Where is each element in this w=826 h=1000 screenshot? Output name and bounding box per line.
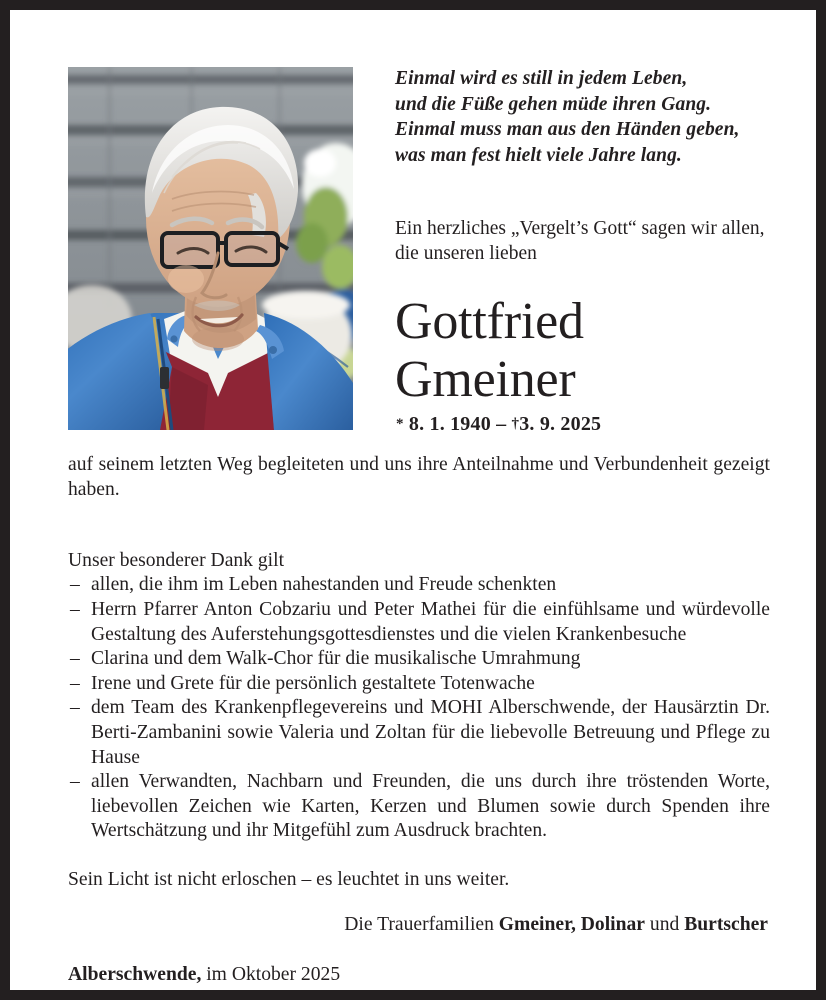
birth-date: 8. 1. 1940 [408, 413, 491, 435]
death-cross-icon: † [511, 416, 520, 432]
list-item [68, 598, 770, 647]
list-item-text: allen Verwandten, Nachbarn und Freunden, die uns durch ihre tröstenden Worte, liebevollen Zeichen wie Karten, Kerzen und Blumen sowie durch Spenden ihre Wertschätzung und ihr Mitgefühl zum Ausdruck brachten. [91, 771, 770, 842]
poem-line-1: Einmal wird es still in jedem Leben, [395, 68, 688, 89]
family-names-secondary: Burtscher [684, 913, 768, 935]
bullet-dash: – [70, 598, 80, 620]
list-item [68, 573, 770, 598]
family-names-primary: Gmeiner, Dolinar [498, 913, 645, 935]
poem-line-3: Einmal muss man aus den Händen geben, [395, 119, 740, 140]
poem-line-4: was man fest hielt viele Jahre lang. [395, 144, 682, 166]
closing-sentence: Sein Licht ist nicht erloschen – es leuchtet in uns weiter. [68, 868, 510, 890]
families-conjunction: und [645, 913, 685, 935]
families-prefix: Die Trauerfamilien [344, 913, 499, 935]
notice-body [68, 453, 770, 988]
life-dates [396, 413, 601, 436]
deceased-last-name: Gmeiner [395, 351, 576, 408]
poem-line-2: und die Füße gehen müde ihren Gang. [395, 93, 712, 115]
memorial-poem [395, 66, 785, 168]
spacer [68, 527, 770, 549]
bullet-dash: – [70, 648, 80, 670]
bullet-dash: – [70, 574, 80, 596]
deceased-first-name: Gottfried [395, 293, 584, 350]
list-item-text: Clarina und dem Walk-Chor für die musikalische Umrahmung [91, 648, 581, 670]
list-item [68, 770, 770, 844]
place-and-date-line [68, 963, 770, 988]
birth-star-icon: * [396, 416, 404, 432]
death-date: 3. 9. 2025 [519, 413, 602, 435]
list-item-text: Irene und Grete für die persönlich gestaltete Totenwache [91, 672, 535, 694]
list-item [68, 672, 770, 697]
date-separator: – [496, 413, 507, 435]
notice-sheet [10, 10, 816, 990]
bullet-dash: – [70, 672, 80, 694]
bullet-dash: – [70, 771, 80, 793]
deceased-name [395, 293, 795, 409]
portrait-photo-illustration [68, 67, 353, 430]
portrait-photo [68, 67, 353, 430]
list-item-text: dem Team des Krankenpflegevereins und MOHI Alberschwende, der Hausärztin Dr. Berti-Zambanini sowie Valeria und Zoltan für die liebevolle Betreuung und Pflege zu Hause [91, 697, 770, 768]
list-item-text: allen, die ihm im Leben nahestanden und Freude schenkten [91, 574, 557, 596]
thanks-heading: Unser besonderer Dank gilt [68, 549, 285, 571]
place-name: Alberschwende, [68, 964, 202, 986]
bullet-dash: – [70, 697, 80, 719]
notice-date: im Oktober 2025 [201, 964, 341, 986]
list-item-text: Herrn Pfarrer Anton Cobzariu und Peter Mathei für die einfühlsame und würdevolle Gestaltung des Auferstehungsgottesdienstes und die vielen Krankenbesuche [91, 598, 770, 645]
intro-text: Ein herzliches „Vergelt’s Gott“ sagen wir allen, die unseren lieben [395, 218, 765, 264]
thanks-list [68, 573, 770, 844]
mourning-families-line [68, 913, 770, 938]
continuation-paragraph: auf seinem letzten Weg begleiteten und uns ihre Anteilnahme und Verbundenheit gezeigt haben. [68, 454, 770, 500]
list-item [68, 696, 770, 770]
list-item [68, 647, 770, 672]
